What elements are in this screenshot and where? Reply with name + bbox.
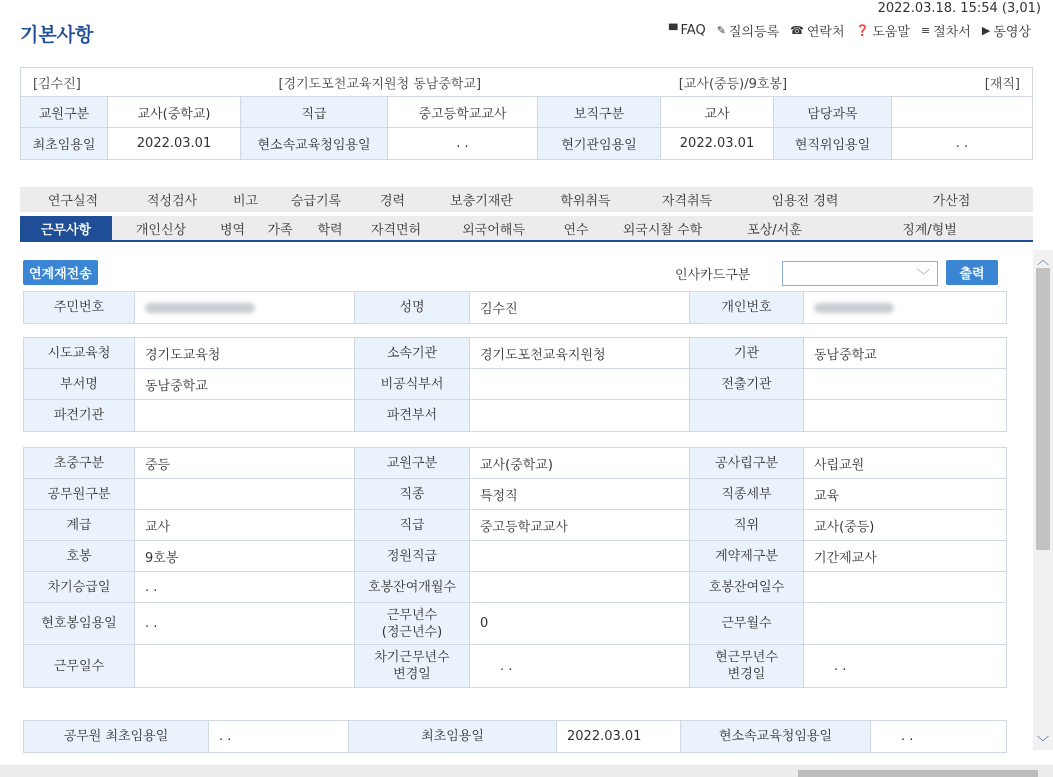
field-value [804,369,1008,399]
field-value [804,603,1008,644]
horizontal-scrollbar[interactable] [0,765,1053,777]
field-label: 차기근무년수 변경일 [355,645,470,687]
scroll-thumb[interactable] [1036,268,1050,550]
field-value: 2022.03.01 [557,721,681,752]
tabs-row-1 [20,187,1033,212]
tab-training[interactable]: 연수 [563,222,589,238]
table-row [24,721,1006,752]
field-label: 공무원 최초임용일 [24,721,209,752]
field-label: 파견기관 [24,400,135,431]
table-row [24,510,1006,541]
field-value: . . [209,721,349,752]
question-register-link[interactable] [717,21,779,40]
field-label: 교원구분 [355,448,470,478]
resident-number-value [135,292,355,323]
summary-value: 2022.03.01 [108,128,241,159]
card-type-select[interactable] [782,261,938,286]
field-label: 정원직급 [355,541,470,571]
field-label: 현호봉임용일 [24,603,135,644]
resend-button[interactable]: 연계재전송 [23,260,98,285]
list-icon: ≡ [920,24,931,37]
contact-link[interactable] [790,21,844,40]
field-label: 개인번호 [690,292,804,323]
field-label: 현소속교육청임용일 [681,721,871,752]
procedure-label: 절차서 [933,25,971,40]
summary-status: [재직] [984,76,1020,92]
table-row [24,338,1006,369]
field-value: 경기도교육청 [135,338,355,368]
tab-prior-career[interactable]: 임용전 경력 [771,194,839,209]
field-label: 호봉잔여일수 [690,572,804,602]
field-value [470,369,690,399]
field-value: 중고등학교교사 [470,510,690,540]
tab-supplement[interactable]: 보충기재란 [450,194,513,209]
field-value [135,479,355,509]
summary-label: 현소속교육청임용일 [241,128,388,159]
field-label: 시도교육청 [24,338,135,368]
position-block [23,447,1007,688]
summary-label: 교원구분 [21,97,108,127]
field-value: . . [470,645,690,687]
field-label: 소속기관 [355,338,470,368]
tab-education[interactable]: 학력 [317,222,343,238]
field-value: . . [135,572,355,602]
field-label: 주민번호 [24,292,135,323]
summary-label: 현직위임용일 [774,128,892,159]
scroll-down-icon[interactable]: ﹀ [1036,734,1049,749]
summary-row [21,97,1032,128]
page-title: 기본사항 [20,24,94,46]
field-value: . . [901,729,914,744]
summary-org: [경기도포천교육지원청 동남중학교] [278,76,482,92]
tab-awards[interactable]: 포상/서훈 [747,222,802,238]
table-row [24,645,1006,687]
summary-label: 직급 [241,97,388,127]
tab-bonus-points[interactable]: 가산점 [932,194,971,209]
table-row [24,400,1006,431]
tab-career[interactable]: 경력 [379,194,406,209]
field-label: 초중구분 [24,448,135,478]
tab-discipline[interactable]: 징계/형벌 [902,222,957,238]
field-value [470,400,690,431]
field-value [804,572,1008,602]
pencil-icon: ✎ [716,24,726,37]
field-value [135,645,355,687]
tab-language[interactable]: 외국어해득 [462,222,525,238]
field-value: 중등 [135,448,355,478]
tab-aptitude[interactable]: 적성검사 [146,194,198,209]
tab-qualification[interactable]: 자격취득 [661,194,713,209]
org-block [23,337,1007,432]
field-label: 공무원구분 [24,479,135,509]
field-value [135,400,355,431]
table-row [24,292,1006,323]
field-value [470,572,690,602]
field-label: 직종 [355,479,470,509]
table-row [24,541,1006,572]
question-register-label: 질의등록 [728,25,780,40]
summary-header-row [21,68,1032,97]
summary-value: . . [955,136,969,151]
video-label: 동영상 [993,25,1031,40]
table-row [24,572,1006,603]
procedure-link[interactable] [921,21,971,40]
field-label: 직종세부 [690,479,804,509]
redacted-value [814,303,894,313]
tab-promotion[interactable]: 승급기록 [290,194,342,209]
play-icon: ▶ [981,24,991,37]
datetime-label: 2022.03.18. 15:54 (3,01) [877,1,1041,16]
field-label: 근무년수 (정근년수) [355,603,470,644]
field-label: 근무월수 [690,603,804,644]
top-links [669,21,1031,40]
tab-work[interactable]: 근무사항 [20,216,112,240]
horizontal-scroll-thumb[interactable] [798,770,1038,777]
tabs-row-2 [20,216,1033,242]
field-label: 기관 [690,338,804,368]
tab-family[interactable]: 가족 [267,222,293,238]
summary-value: 교사(중학교) [108,97,241,127]
faq-icon: ▀ [669,24,678,37]
field-label: 계급 [24,510,135,540]
summary-position: [교사(중등)/9호봉] [678,76,788,92]
summary-value: 중고등학교교사 [388,97,538,127]
phone-icon: ☎ [790,24,804,37]
field-label: 부서명 [24,369,135,399]
summary-value: . . [388,128,538,159]
contact-label: 연락처 [806,25,845,40]
summary-label: 보직구분 [538,97,661,127]
summary-name: [김수진] [33,76,81,92]
table-row [24,448,1006,479]
summary-value: 2022.03.01 [661,128,774,159]
field-value: 9호봉 [135,541,355,571]
tab-degree[interactable]: 학위취득 [560,194,611,209]
field-value: 0 [470,603,690,644]
appointment-block [23,720,1007,753]
field-value: . . [135,603,355,644]
field-value [804,400,1008,431]
summary-value: 교사 [661,97,774,127]
personal-number-value [804,292,1008,323]
vertical-scrollbar[interactable] [1033,250,1053,750]
chevron-down-icon: ﹀ [916,269,930,284]
summary-label: 현기관임용일 [538,128,661,159]
faq-link[interactable] [669,21,706,40]
print-button[interactable]: 출력 [946,260,998,285]
field-label: 전출기관 [690,369,804,399]
tab-overseas[interactable]: 외국시찰 수학 [622,222,703,238]
summary-label: 최초임용일 [21,128,108,159]
help-link[interactable] [856,21,910,40]
card-type-label: 인사카드구분 [675,268,751,283]
field-label: 현근무년수 변경일 [690,645,804,687]
field-label: 최초임용일 [349,721,557,752]
field-value: 기간제교사 [814,550,877,566]
field-value: 사립교원 [814,457,865,473]
tab-military[interactable]: 병역 [219,222,246,238]
field-value: 교사 [135,510,355,540]
field-label: 호봉 [24,541,135,571]
identity-block [23,291,1007,324]
video-link[interactable] [982,21,1031,40]
work-panel [20,250,1015,765]
tab-license[interactable]: 자격면허 [370,222,422,238]
field-label [690,400,804,431]
redacted-value [145,303,255,313]
help-label: 도움말 [872,25,910,40]
field-value: 교육 [814,488,840,504]
field-label: 파견부서 [355,400,470,431]
summary-table [20,67,1033,160]
table-row [24,479,1006,510]
field-label: 계약제구분 [690,541,804,571]
field-value: 교사(중등) [814,519,875,535]
field-label: 차기승급일 [24,572,135,602]
field-value: 경기도포천교육지원청 [470,338,690,368]
field-value: 동남중학교 [814,347,877,363]
field-label: 성명 [355,292,470,323]
field-label: 공사립구분 [690,448,804,478]
summary-value [892,97,1032,127]
field-value [470,541,690,571]
field-label: 근무일수 [24,645,135,687]
field-label: 직위 [690,510,804,540]
help-icon: ❓ [855,24,870,37]
field-label: 호봉잔여개월수 [355,572,470,602]
tab-research[interactable]: 연구실적 [47,194,99,209]
tab-remarks[interactable]: 비고 [232,194,259,209]
field-label: 직급 [355,510,470,540]
faq-label: FAQ [680,23,706,38]
summary-row [21,128,1032,159]
field-value: . . [834,658,847,674]
field-value: 김수진 [470,292,690,323]
field-value: 특정직 [470,479,690,509]
table-row [24,369,1006,400]
scroll-up-icon[interactable]: ︿ [1036,252,1049,267]
table-row [24,603,1006,645]
tab-personal[interactable]: 개인신상 [135,222,187,238]
field-label: 비공식부서 [355,369,470,399]
field-value: 동남중학교 [135,369,355,399]
field-value: 교사(중학교) [470,448,690,478]
summary-label: 담당과목 [774,97,892,127]
